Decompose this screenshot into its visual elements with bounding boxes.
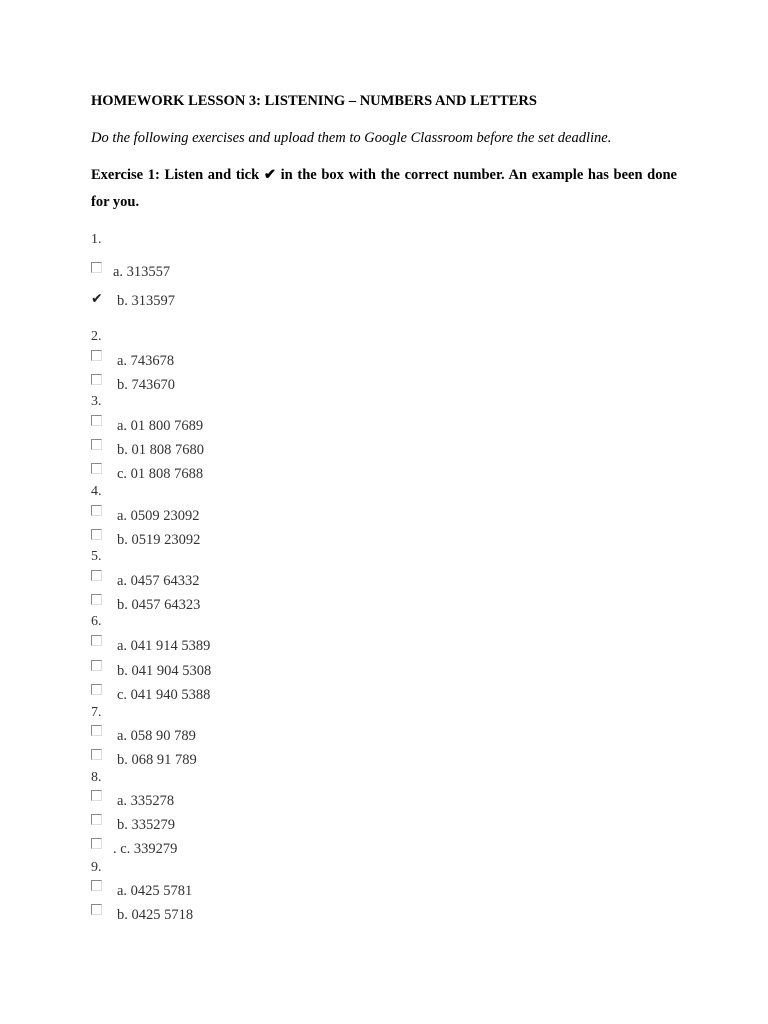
option-label: b. 0457 64323 [117,597,201,613]
option-5b[interactable] [91,594,391,614]
option-label: a. 0509 23092 [117,508,200,524]
option-8c[interactable] [91,838,391,858]
document-page [91,0,677,1024]
option-1a[interactable] [91,262,391,282]
checkbox[interactable] [91,594,102,605]
option-7a[interactable] [91,725,391,745]
exercise-1-heading: Exercise 1: Listen and tick ✔ in the box with the correct number. An example has been done for you. [91,167,677,210]
option-label: a. 01 800 7689 [117,418,204,434]
option-label: a. 058 90 789 [117,728,196,744]
checkmark-icon[interactable]: ✔ [91,291,103,307]
option-5a[interactable] [91,570,391,590]
option-6c[interactable] [91,684,391,704]
option-label: c. 041 940 5388 [117,687,211,703]
question-number-5: 5. [91,549,102,564]
option-6b[interactable] [91,660,391,680]
option-1b[interactable] [91,292,391,312]
option-3b[interactable] [91,439,391,459]
checkbox[interactable] [91,660,102,671]
checkbox[interactable] [91,684,102,695]
checkbox[interactable] [91,439,102,450]
option-6a[interactable] [91,635,391,655]
option-label: b. 743670 [117,377,175,393]
question-number-2: 2. [91,329,102,344]
option-7b[interactable] [91,749,391,769]
question-number-3: 3. [91,394,102,409]
checkbox[interactable] [91,814,102,825]
option-3c[interactable] [91,463,391,483]
option-2b[interactable] [91,374,391,394]
option-label: a. 041 914 5389 [117,638,211,654]
checkbox[interactable] [91,838,102,849]
checkbox[interactable] [91,749,102,760]
checkbox[interactable] [91,880,102,891]
option-label: a. 0457 64332 [117,573,200,589]
question-number-4: 4. [91,484,102,499]
checkbox[interactable] [91,505,102,516]
option-label: b. 068 91 789 [117,752,197,768]
option-label: b. 0519 23092 [117,532,201,548]
checkbox[interactable] [91,790,102,801]
question-number-1: 1. [91,232,102,247]
option-3a[interactable] [91,415,391,435]
option-4a[interactable] [91,505,391,525]
checkbox[interactable] [91,463,102,474]
instruction-text: Do the following exercises and upload them to Google Classroom before the set deadline. [91,130,612,146]
page-title: HOMEWORK LESSON 3: LISTENING – NUMBERS AND LETTERS [91,93,537,109]
question-number-8: 8. [91,770,102,785]
checkbox[interactable] [91,570,102,581]
checkbox[interactable] [91,904,102,915]
question-number-6: 6. [91,614,102,629]
option-label: b. 313597 [117,293,175,309]
question-number-7: 7. [91,705,102,720]
option-8a[interactable] [91,790,391,810]
option-label: c. 01 808 7688 [117,466,204,482]
option-label: b. 041 904 5308 [117,663,212,679]
option-label: a. 313557 [113,264,171,280]
option-label: b. 0425 5718 [117,907,194,923]
checkbox[interactable] [91,262,102,273]
option-9a[interactable] [91,880,391,900]
option-label: . c. 339279 [113,841,178,857]
checkbox[interactable] [91,415,102,426]
option-label: a. 335278 [117,793,175,809]
checkbox[interactable] [91,350,102,361]
option-label: b. 01 808 7680 [117,442,204,458]
option-9b[interactable] [91,904,391,924]
checkbox[interactable] [91,529,102,540]
option-label: a. 743678 [117,353,175,369]
option-label: b. 335279 [117,817,175,833]
checkbox[interactable] [91,635,102,646]
option-8b[interactable] [91,814,391,834]
option-4b[interactable] [91,529,391,549]
question-number-9: 9. [91,860,102,875]
checkbox[interactable] [91,725,102,736]
checkbox[interactable] [91,374,102,385]
option-2a[interactable] [91,350,391,370]
option-label: a. 0425 5781 [117,883,193,899]
